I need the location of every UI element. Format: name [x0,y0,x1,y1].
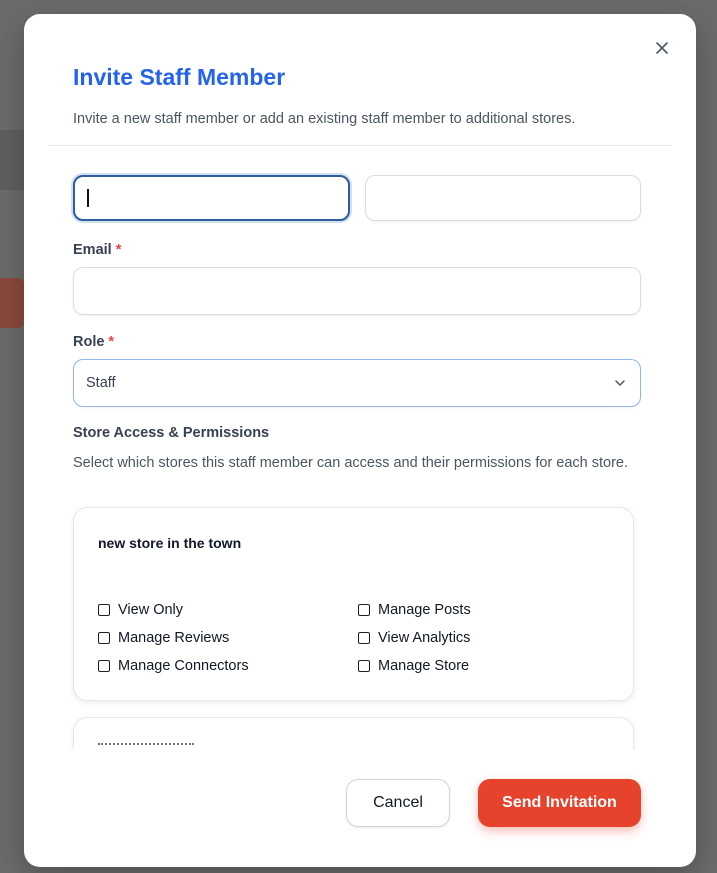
permission-label: Manage Store [378,658,470,674]
email-field[interactable] [73,267,641,315]
modal-subtitle: Invite a new staff member or add an existing staff member to additional stores. [73,111,576,127]
permission-label: View Analytics [378,630,471,646]
checkbox[interactable] [358,632,370,644]
cancel-button[interactable]: Cancel [346,779,450,827]
permission-manage-posts[interactable] [358,602,471,618]
email-label [73,242,121,258]
checkbox[interactable] [98,632,110,644]
checkbox[interactable] [358,604,370,616]
checkbox[interactable] [358,660,370,672]
background-accent [0,278,24,328]
close-button[interactable] [652,38,672,58]
permission-label: Manage Connectors [118,658,249,674]
close-icon [656,42,668,54]
store-access-description: Select which stores this staff member can access and their permissions for each store. [73,455,629,471]
permission-label: View Only [118,602,184,618]
first-name-input[interactable] [73,175,350,221]
role-label [73,334,114,350]
last-name-input[interactable] [365,175,641,221]
permission-manage-reviews[interactable] [98,630,229,646]
permission-view-only[interactable] [98,602,183,618]
permission-label: Manage Posts [378,602,471,618]
store-card [73,507,634,701]
store-access-title: Store Access & Permissions [73,425,270,441]
permission-label: Manage Reviews [118,630,230,646]
role-selected-value: Staff [86,375,116,391]
invite-staff-modal [24,14,696,867]
chevron-down-icon [614,377,626,389]
send-invitation-button[interactable]: Send Invitation [478,779,641,827]
store-card-partial [73,717,634,749]
permission-view-analytics[interactable] [358,630,470,646]
store-name: new store in the town [98,535,242,551]
checkbox[interactable] [98,604,110,616]
email-label-text: Email [73,242,112,258]
required-marker: * [115,242,122,258]
checkbox[interactable] [98,660,110,672]
role-select[interactable] [73,359,641,407]
text-caret [87,189,89,207]
role-label-text: Role [73,334,105,350]
store-name-clipped [98,743,198,749]
permission-manage-connectors[interactable] [98,658,249,674]
form-scroll-area[interactable] [24,146,696,749]
permission-manage-store[interactable] [358,658,469,674]
required-marker: * [108,334,115,350]
modal-title: Invite Staff Member [73,64,286,90]
